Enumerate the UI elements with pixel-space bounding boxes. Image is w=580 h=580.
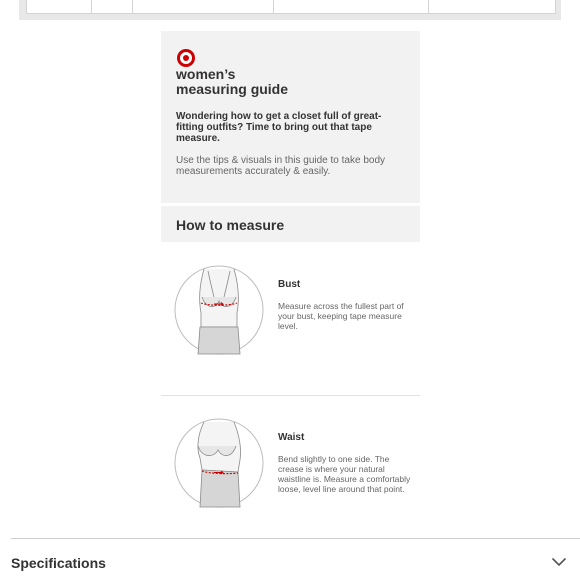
measure-text: Measure across the fullest part of your bust, keeping tape measure level. [278,301,404,331]
table-cell [27,0,92,13]
measure-label: Waist [278,432,305,443]
table-cell [274,0,429,13]
section-heading: How to measure [176,217,285,233]
table-cell [429,0,555,13]
table-cell [133,0,274,13]
guide-description: Use the tips & visuals in this guide to take body measurements accurately & easily. [176,155,386,177]
waist-illustration-icon [174,418,264,508]
divider [11,538,580,539]
guide-intro [161,31,420,203]
bust-illustration-icon [174,265,264,355]
guide-title [176,67,288,97]
specifications-toggle[interactable]: Specifications [11,555,106,571]
table-cell [92,0,133,13]
guide-lead: Wondering how to get a closet full of great-fitting outfits? Time to bring out that tape measure. [176,111,382,144]
guide-title-line2: measuring guide [176,81,289,97]
how-to-measure-header [161,206,420,242]
size-chart-table [19,0,561,20]
divider [161,395,420,396]
measuring-guide [161,31,420,548]
measure-item-bust [161,265,420,395]
size-chart-table-row [26,0,556,14]
measure-label: Bust [278,279,301,290]
measure-text: Bend slightly to one side. The crease is where your natural waistline is. Measure a comfortably loose, level line around that point. [278,454,411,494]
guide-title-line1: women’s [176,66,236,82]
target-logo-icon [176,48,196,68]
chevron-down-icon[interactable] [551,557,567,567]
measure-item-waist [161,418,420,548]
